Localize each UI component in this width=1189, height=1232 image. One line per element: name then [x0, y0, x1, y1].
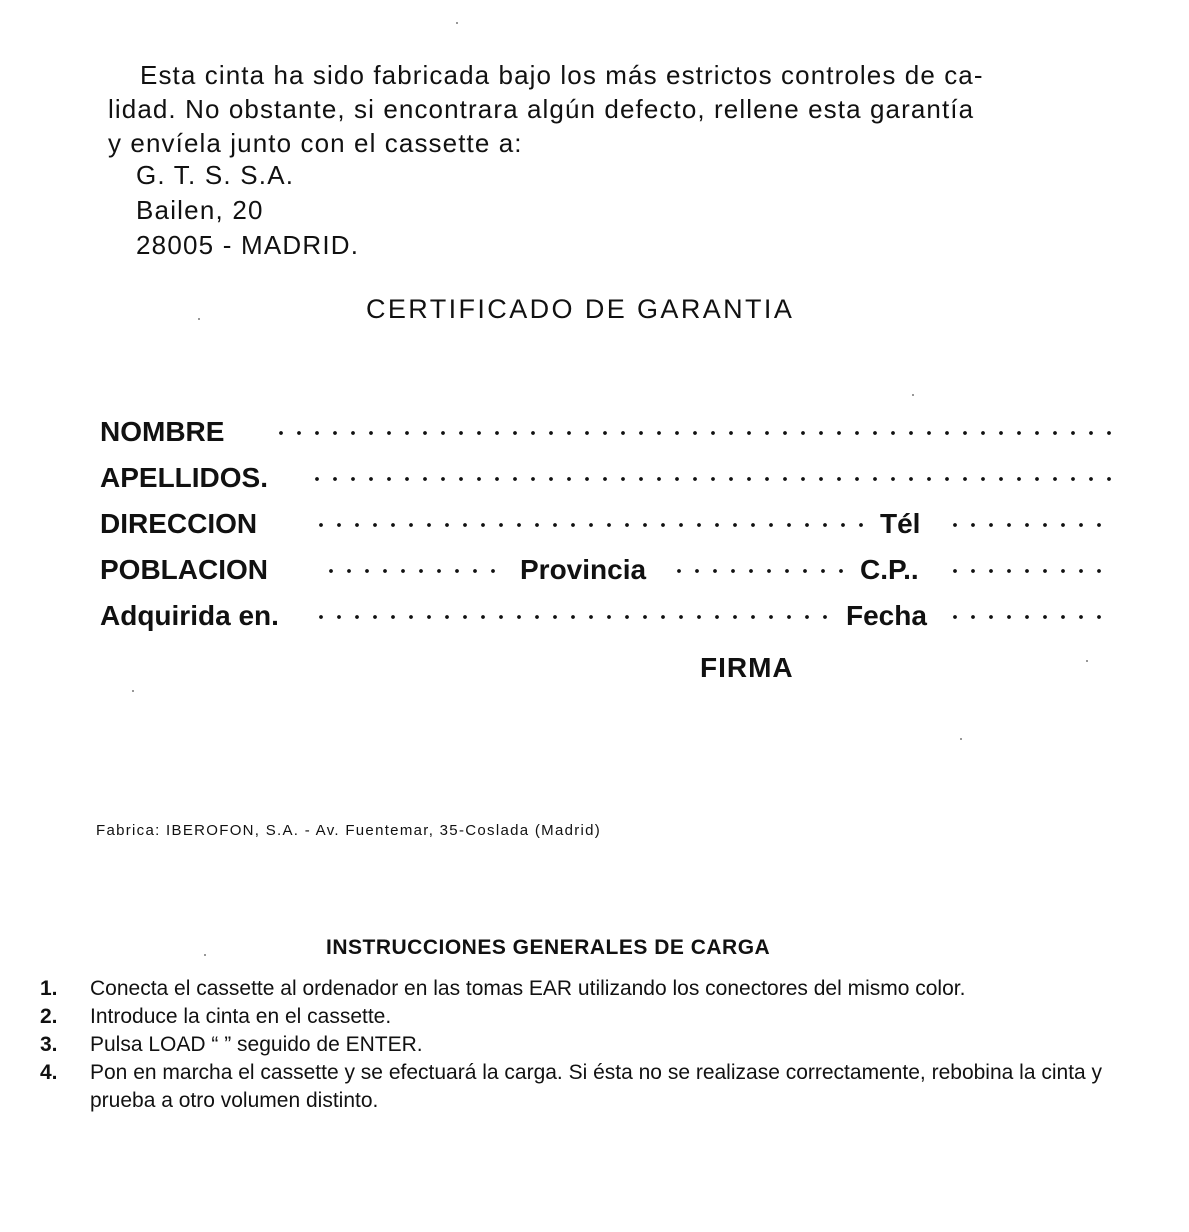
print-speck: [960, 738, 962, 740]
print-speck: [204, 954, 206, 956]
intro-line-3: y envíela junto con el cassette a:: [108, 128, 523, 158]
instruction-text: Conecta el cassette al ordenador en las tomas EAR utilizando los conectores del mismo color.: [90, 977, 966, 1000]
instruction-number: 1.: [40, 977, 58, 1000]
instruction-item: [40, 975, 1140, 1003]
instruction-item: [40, 1031, 1140, 1059]
fecha-field[interactable]: [946, 614, 1112, 620]
form-row-poblacion: [100, 554, 1112, 600]
tel-field[interactable]: [946, 522, 1112, 528]
manufacturer-line: Fabrica: IBEROFON, S.A. - Av. Fuentemar, 35-Coslada (Madrid): [96, 822, 602, 839]
print-speck: [912, 394, 914, 396]
form-row-direccion: [100, 508, 1112, 554]
warranty-form: [100, 416, 1112, 646]
direccion-field[interactable]: [312, 522, 872, 528]
form-row-adquirida: [100, 600, 1112, 646]
poblacion-label: POBLACION: [100, 554, 268, 585]
intro-line-1: Esta cinta ha sido fabricada bajo los más estrictos controles de ca-: [140, 60, 984, 90]
instruction-text: Pulsa LOAD “ ” seguido de ENTER.: [90, 1033, 423, 1056]
instruction-item: [40, 1059, 1140, 1115]
certificate-title: CERTIFICADO DE GARANTIA: [366, 294, 795, 324]
address-city: 28005 - MADRID.: [136, 230, 360, 260]
direccion-label: DIRECCION: [100, 508, 258, 539]
instruction-number: 2.: [40, 1005, 58, 1028]
instructions-title: INSTRUCCIONES GENERALES DE CARGA: [326, 936, 771, 959]
apellidos-field[interactable]: [308, 476, 1112, 482]
cp-field[interactable]: [946, 568, 1112, 574]
instruction-item: [40, 1003, 1140, 1031]
firma-label: FIRMA: [700, 652, 794, 683]
form-row-apellidos: [100, 462, 1112, 508]
print-speck: [1086, 660, 1088, 662]
form-row-nombre: [100, 416, 1112, 462]
address-street: Bailen, 20: [136, 195, 264, 225]
adquirida-field[interactable]: [312, 614, 832, 620]
instruction-number: 3.: [40, 1033, 58, 1056]
cp-label: C.P..: [860, 554, 919, 585]
instructions-list: [40, 975, 1140, 1115]
print-speck: [456, 22, 458, 24]
instruction-text: Pon en marcha el cassette y se efectuará la carga. Si ésta no se realizase correctamente, rebobina la cinta y prueba a otro volumen distinto.: [90, 1061, 1103, 1112]
nombre-field[interactable]: [272, 430, 1112, 436]
print-speck: [132, 690, 134, 692]
provincia-field[interactable]: [670, 568, 846, 574]
poblacion-field[interactable]: [322, 568, 506, 574]
tel-label: Tél: [880, 508, 921, 539]
print-speck: [198, 318, 200, 320]
provincia-label: Provincia: [520, 554, 647, 585]
nombre-label: NOMBRE: [100, 416, 225, 447]
intro-line-2: lidad. No obstante, si encontrara algún defecto, rellene esta garantía: [108, 94, 975, 124]
mailing-address: [136, 158, 359, 263]
apellidos-label: APELLIDOS.: [100, 462, 269, 493]
instruction-number: 4.: [40, 1061, 58, 1084]
address-company: G. T. S. S.A.: [136, 160, 295, 190]
intro-paragraph: [108, 58, 1118, 160]
fecha-label: Fecha: [846, 600, 927, 631]
adquirida-label: Adquirida en.: [100, 600, 279, 631]
instruction-text: Introduce la cinta en el cassette.: [90, 1005, 392, 1028]
